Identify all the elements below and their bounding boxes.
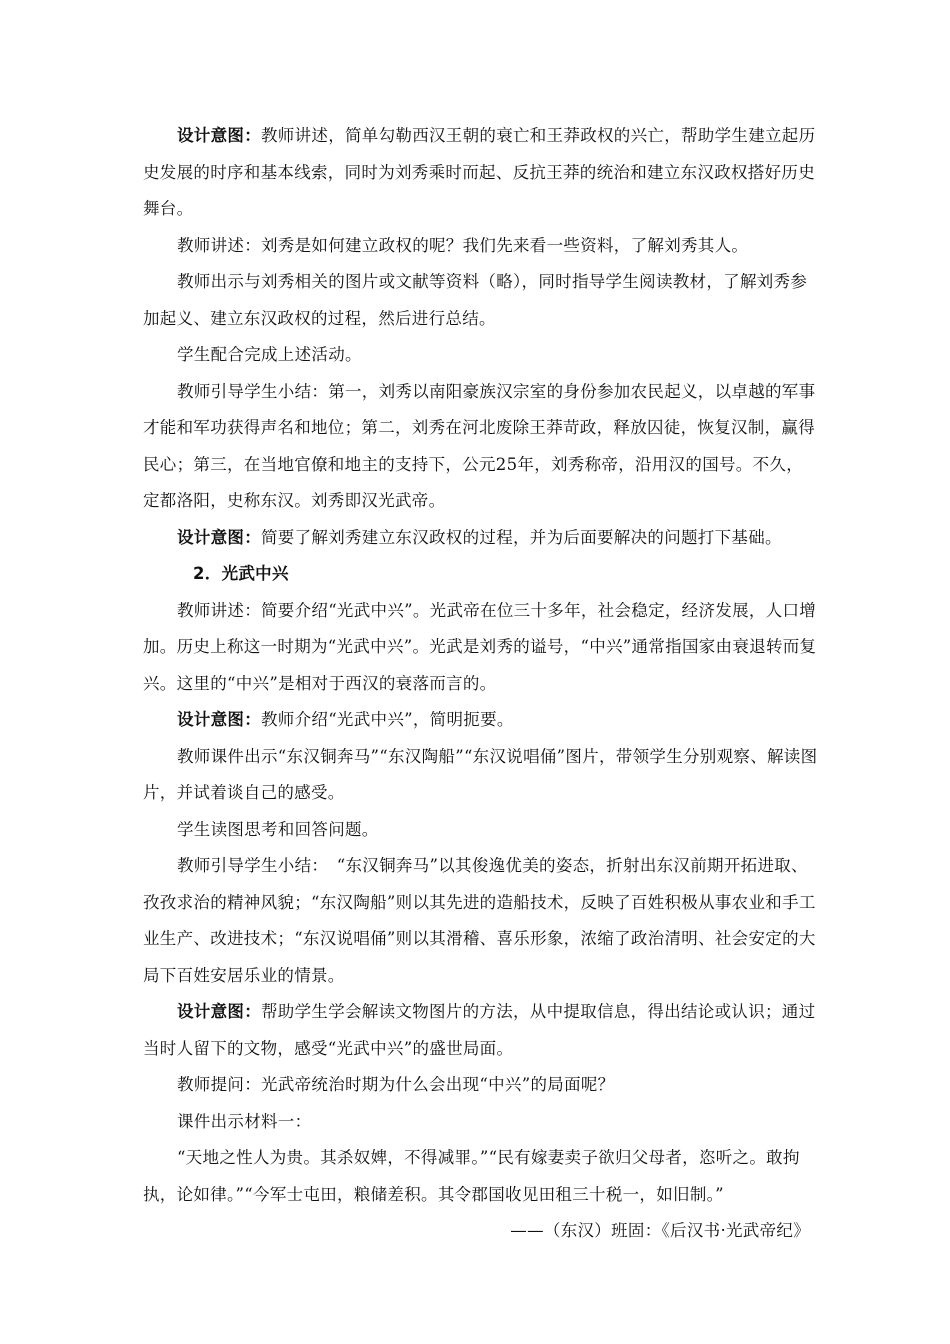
- paragraph-text: 帮助学生学会解读文物图片的方法，从中提取信息，得出结论或认识；通过当时人留下的文物，感受“光武中兴”的盛世局面。: [143, 1002, 816, 1058]
- page-content: [143, 118, 818, 1250]
- section-heading: 2．光武中兴: [193, 564, 289, 583]
- design-intent-label: 设计意图：: [177, 710, 261, 729]
- paragraph-text: 教师引导学生小结：第一，刘秀以南阳豪族汉宗室的身份参加农民起义，以卓越的军事才能和军功获得声名和地位；第二，刘秀在河北废除王莽苛政，释放囚徒，恢复汉制，赢得民心；第三，在当地官僚和地主的支持下，公元25年，刘秀称帝，沿用汉的国号。不久，定都洛阳，史称东汉。刘秀即汉光武帝。: [143, 381, 816, 510]
- paragraph: [143, 848, 818, 994]
- paragraph: [143, 1067, 818, 1104]
- design-intent-label: 设计意图：: [177, 126, 261, 145]
- paragraph: [143, 374, 818, 520]
- paragraph: [143, 739, 818, 812]
- design-intent-paragraph: [143, 702, 818, 739]
- paragraph-text: 教师介绍“光武中兴”，简明扼要。: [261, 710, 514, 729]
- paragraph-text: 教师课件出示“东汉铜奔马”“东汉陶船”“东汉说唱俑”图片，带领学生分别观察、解读图片，并试着谈自己的感受。: [143, 746, 818, 802]
- paragraph: [143, 228, 818, 265]
- design-intent-paragraph: [143, 520, 818, 557]
- paragraph-text: 简要了解刘秀建立东汉政权的过程，并为后面要解决的问题打下基础。: [261, 527, 782, 547]
- paragraph-text: 教师出示与刘秀相关的图片或文献等资料（略），同时指导学生阅读教材，了解刘秀参加起义、建立东汉政权的过程，然后进行总结。: [143, 272, 808, 328]
- paragraph-text: 教师讲述，简单勾勒西汉王朝的衰亡和王莽政权的兴亡，帮助学生建立起历史发展的时序和基本线索，同时为刘秀乘时而起、反抗王莽的统治和建立东汉政权搭好历史舞台。: [143, 126, 816, 218]
- paragraph: [143, 264, 818, 337]
- paragraph: [143, 1104, 818, 1141]
- design-intent-label: 设计意图：: [177, 527, 261, 547]
- paragraph-text: 教师讲述：刘秀是如何建立政权的呢？我们先来看一些资料，了解刘秀其人。: [177, 235, 749, 255]
- paragraph-text: 教师引导学生小结： “东汉铜奔马”以其俊逸优美的姿态，折射出东汉前期开拓进取、孜孜求治的精神风貌；“东汉陶船”则以其先进的造船技术，反映了百姓积极从事农业和手工业生产、改进技术；“东汉说唱俑”则以其滑稽、喜乐形象，浓缩了政治清明、社会安定的大局下百姓安居乐业的情景。: [143, 856, 816, 985]
- design-intent-paragraph: [143, 118, 818, 228]
- design-intent-paragraph: [143, 994, 818, 1067]
- paragraph-text: 教师讲述：简要介绍“光武中兴”。光武帝在位三十多年，社会稳定，经济发展，人口增加。历史上称这一时期为“光武中兴”。光武是刘秀的谥号，“中兴”通常指国家由衰退转而复兴。这里的“中兴”是相对于西汉的衰落而言的。: [143, 600, 817, 693]
- paragraph-text: 课件出示材料一：: [177, 1111, 312, 1131]
- quote-source: ——（东汉）班固：《后汉书·光武帝纪》: [510, 1221, 810, 1240]
- paragraph-text: 教师提问：光武帝统治时期为什么会出现“中兴”的局面呢？: [177, 1075, 615, 1094]
- paragraph-text: 学生读图思考和回答问题。: [177, 819, 379, 839]
- paragraph: [143, 593, 818, 703]
- paragraph: [143, 812, 818, 849]
- paragraph-text: 学生配合完成上述活动。: [177, 345, 362, 364]
- design-intent-label: 设计意图：: [177, 1002, 261, 1021]
- quoted-material: “天地之性人为贵。其杀奴婢，不得减罪。”“民有嫁妻卖子欲归父母者，恣听之。敢拘执，论如律。”“今军士屯田，粮储差积。其令郡国收见田租三十税一，如旧制。”: [143, 1148, 800, 1204]
- paragraph: [143, 337, 818, 374]
